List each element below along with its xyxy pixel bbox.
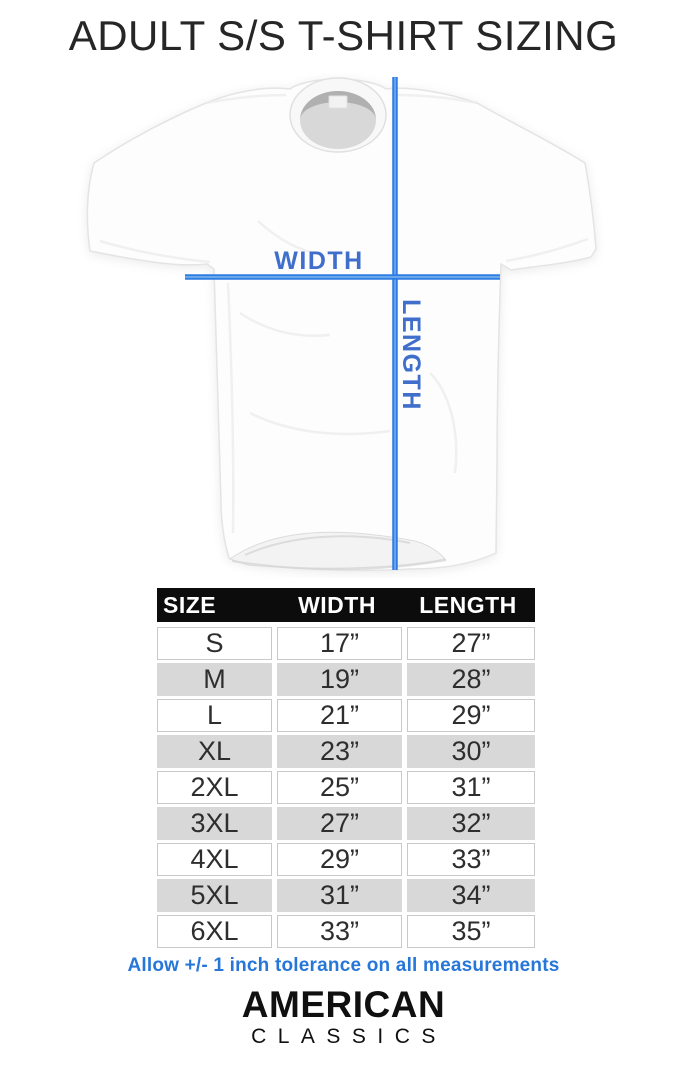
width-cell: 25” (277, 771, 402, 804)
size-cell: 6XL (157, 915, 272, 948)
width-cell: 17” (277, 627, 402, 660)
length-cell: 27” (407, 627, 535, 660)
table-row (157, 771, 535, 802)
table-row (157, 879, 535, 910)
length-cell: 32” (407, 807, 535, 840)
size-cell: 5XL (157, 879, 272, 912)
size-cell: 3XL (157, 807, 272, 840)
tshirt-measurement-diagram (0, 73, 687, 578)
width-cell: 33” (277, 915, 402, 948)
header-length: LENGTH (419, 591, 517, 618)
brand-name-american: AMERICAN (241, 984, 446, 1025)
width-label: WIDTH (274, 247, 364, 275)
length-cell: 29” (407, 699, 535, 732)
header-width: WIDTH (298, 591, 376, 618)
header-size: SIZE (163, 591, 217, 618)
length-label: LENGTH (397, 299, 425, 411)
page-title: ADULT S/S T-SHIRT SIZING (68, 12, 619, 59)
tshirt-image (87, 78, 596, 570)
length-cell: 28” (407, 663, 535, 696)
table-row (157, 843, 535, 874)
brand-logo (0, 986, 687, 1048)
brand-name-classics: CLASSICS (251, 1024, 447, 1048)
size-table (157, 588, 535, 951)
width-cell: 31” (277, 879, 402, 912)
width-cell: 19” (277, 663, 402, 696)
width-cell: 21” (277, 699, 402, 732)
table-row (157, 663, 535, 694)
table-row (157, 807, 535, 838)
table-row (157, 735, 535, 766)
width-cell: 29” (277, 843, 402, 876)
collar (290, 78, 386, 152)
table-row (157, 915, 535, 946)
length-cell: 35” (407, 915, 535, 948)
width-cell: 23” (277, 735, 402, 768)
size-cell: 2XL (157, 771, 272, 804)
size-cell: XL (157, 735, 272, 768)
size-cell: L (157, 699, 272, 732)
size-cell: S (157, 627, 272, 660)
length-cell: 34” (407, 879, 535, 912)
width-cell: 27” (277, 807, 402, 840)
table-row (157, 627, 535, 658)
size-cell: 4XL (157, 843, 272, 876)
table-body (157, 627, 535, 946)
table-header (157, 588, 535, 622)
length-cell: 33” (407, 843, 535, 876)
table-row (157, 699, 535, 730)
length-cell: 30” (407, 735, 535, 768)
tolerance-note: Allow +/- 1 inch tolerance on all measurements (127, 955, 560, 976)
length-cell: 31” (407, 771, 535, 804)
size-cell: M (157, 663, 272, 696)
